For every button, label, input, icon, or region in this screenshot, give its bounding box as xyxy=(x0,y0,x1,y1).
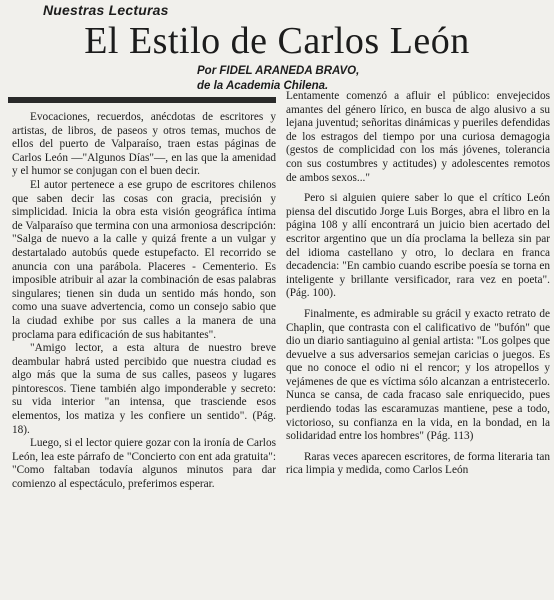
right-column xyxy=(286,90,550,600)
paragraph: Lentamente comenzó a afluir el público: envejecidos amantes del género lírico, en busca de algo alusivo a su lejana juventud; señoritas dinámicas y pueriles defendidas de los estragos del tiempo por una curiosa demagogia (gestos de complicidad con los más jóvenes, tolerancia con sus costumbres y actitudes) y adolescentes remotos de ambos sexos..." xyxy=(286,90,550,184)
paragraph: Pero si alguien quiere saber lo que el crítico León piensa del discutido Jorge Luis Borges, abra el libro en la página 108 y allí encontrará un juicio bien acertado del escritor argentino que un día proclama la belleza sin par del idioma castellano y otro, lo declara en franca decadencia: "En cambio cuando escribe poesía se torna en inteligente y brillante versificador, rara vez en poeta". (Pág. 100). xyxy=(286,192,550,300)
paragraph: Luego, si el lector quiere gozar con la ironía de Carlos León, lea este párrafo de "Concierto con ent ada gratuita": "Como faltaban todavía algunos minutos para dar comienzo al espectáculo, preferimos esperar. xyxy=(12,437,276,491)
article-title: El Estilo de Carlos León xyxy=(84,20,470,62)
section-label: Nuestras Lecturas xyxy=(43,2,169,18)
left-column xyxy=(12,111,276,600)
divider-rule xyxy=(8,97,276,103)
paragraph: "Amigo lector, a esta altura de nuestro breve deambular habrá usted percibido que nuestra ciudad es algo más que la suma de sus calles, paseos y lugares pintorescos. Tiene también algo imponderable y secreto: su vida interior "an intensa, que trasciende esos elementos, los matiza y les confiere un sentido". (Pág. 18). xyxy=(12,342,276,436)
paragraph: Raras veces aparecen escritores, de forma literaria tan rica limpia y medida, como Carlos León xyxy=(286,450,550,477)
byline-author: Por FIDEL ARANEDA BRAVO, xyxy=(197,65,360,77)
paragraph: Evocaciones, recuerdos, anécdotas de escritores y artistas, de libros, de paseos y otros temas, muchos de ellos del puerto de Valparaíso, traen estas páginas de Carlos León —"Algunos Días"—, en las que la amenidad y el humor se conjugan con el buen decir. xyxy=(12,111,276,178)
paragraph: El autor pertenece a ese grupo de escritores chilenos que saben decir las cosas con gracia, precisión y simplicidad. Inicia la obra esta visión geográfica íntima de Valparaíso que termina con una armoniosa descripción: "Salga de nuevo a la calle y quizá frente a un vulgar y destartalado autobús quede estupefacto. El recorrido se anuncia con una parábola. Placeres - Cementerio. Es imposible atribuir al azar la combinación de esas palabras singulares; tienen sin duda un sentido más hondo, son como una suave advertencia, como un consejo sabio que la ciudad exhibe por sus calles a la manera de una proclama para edificación de sus habitantes". xyxy=(12,178,276,341)
paragraph: Finalmente, es admirable su grácil y exacto retrato de Chaplin, que contrasta con el calificativo de "bufón" que dio un diario santiaguino al genial artista: "Los golpes que devuelve a sus adversarios semejan caricias o juegos. Es que no conoce el odio ni el rencor; y los atropellos y vejámenes de que es víctima sólo alcanzan a entristecerlo. Nunca se cansa, de cada fracaso sale enriquecido, pues perdiendo todas las escaramuzas mantiene, pese a todo, victorioso, su confianza en la vida, en la bondad, en la solidaridad entre los hombres" (Pág. 113) xyxy=(286,307,550,443)
byline-affiliation: de la Academia Chilena. xyxy=(197,80,329,92)
